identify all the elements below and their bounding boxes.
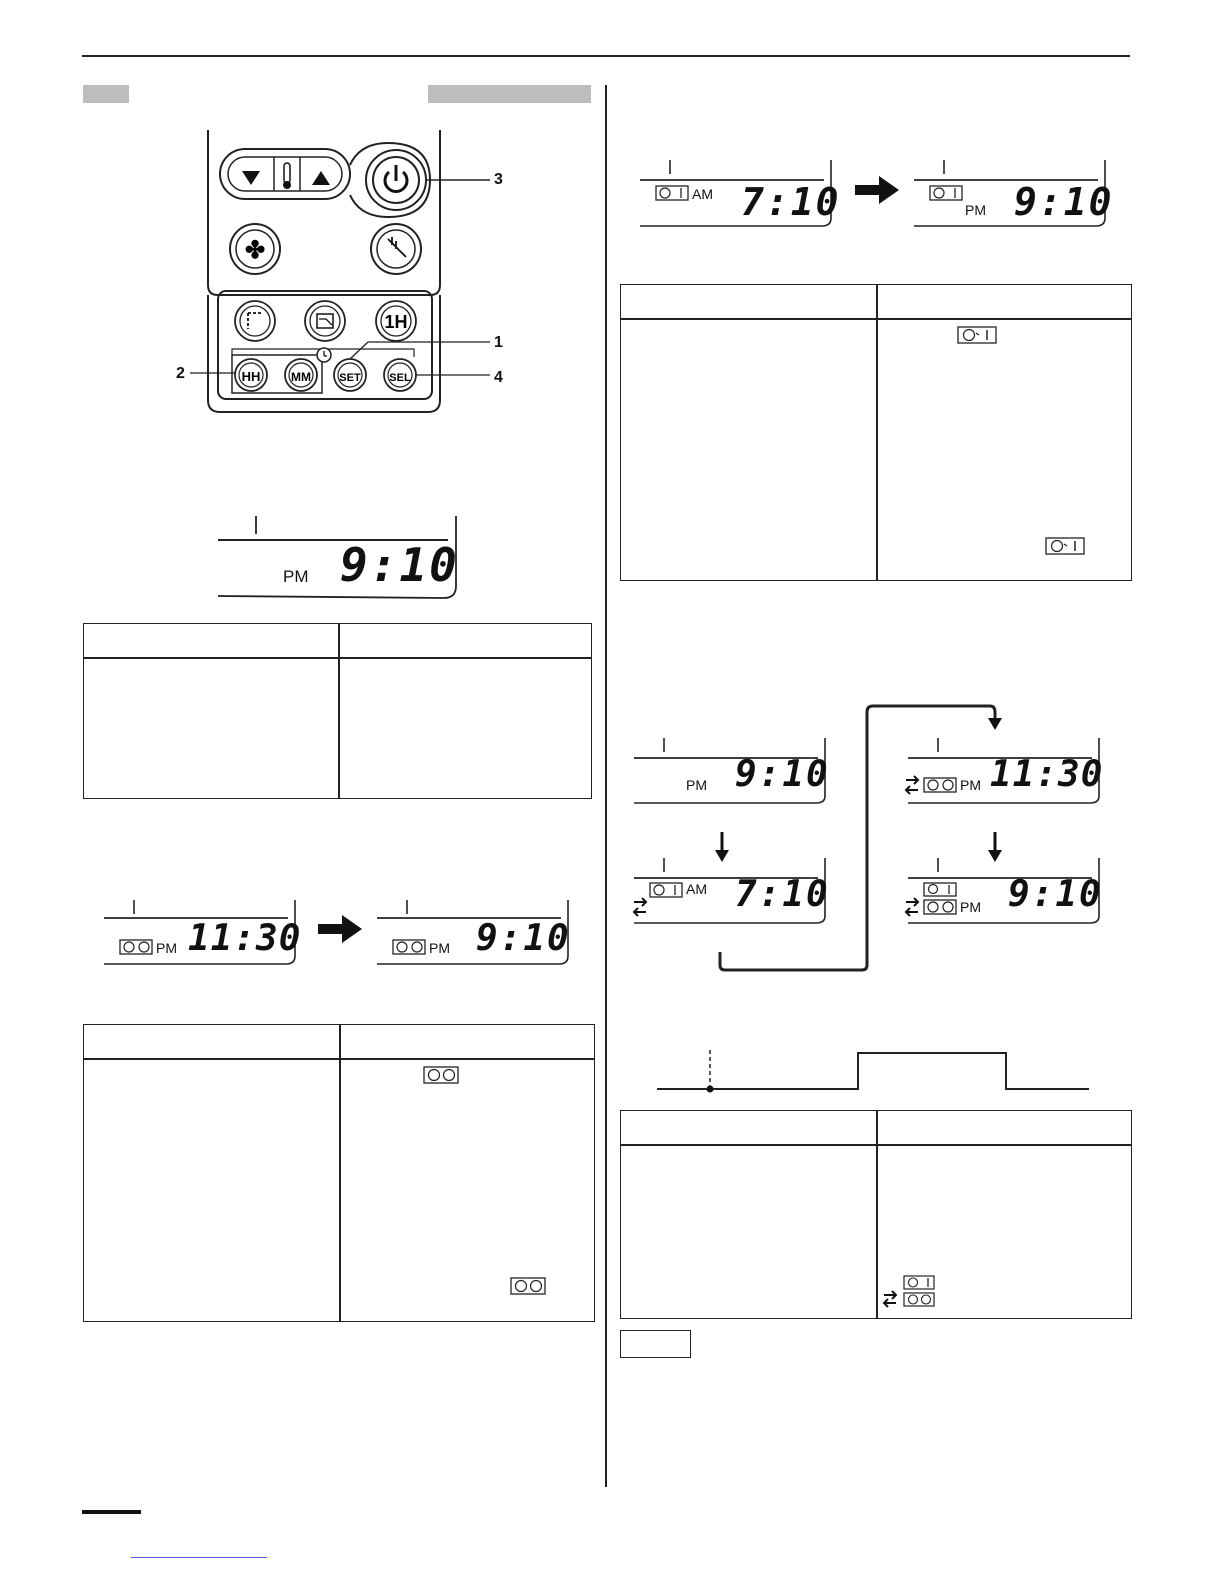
arrow-down-icon [715,850,729,862]
off-timer-icon [924,900,956,914]
arrow-right-icon [318,915,362,943]
lcd-off-after-time: 9:10 [476,918,571,959]
fan-icon: ✤ [244,237,266,264]
lcd-cycle-a-time: 9:10 [735,754,830,795]
repeat-icon [906,776,918,794]
lcd-on-before-ampm: AM [692,186,713,202]
lcd-on-after-ampm: PM [965,202,986,218]
temp-down-icon [242,171,260,185]
off-timer-icon [120,940,152,954]
section-bar-left [83,85,129,103]
thermometer-icon [284,163,290,183]
lcd-cycle-c-ampm: AM [686,881,707,897]
btn-sel-label: SEL [389,372,411,384]
callout-3: 3 [494,171,503,188]
lcd-off-after-ampm: PM [429,940,450,956]
on-timer-icon [650,883,682,897]
timer-waveform-diagram [655,1048,1095,1098]
repeat-icon [884,1291,896,1307]
table-1 [83,623,592,799]
on-timer-icon [1045,537,1085,555]
repeat-icon [906,898,918,916]
mode-icon [248,313,262,329]
note-box [620,1330,691,1358]
lcd-cycle-d-time: 9:10 [1008,874,1103,915]
on-timer-icon [957,326,997,344]
footer-rule [82,1510,141,1514]
btn-hh-label: HH [241,369,261,384]
lcd-cycle-b-ampm: PM [960,777,981,793]
lcd-cycle-a-ampm: PM [686,777,707,793]
lcd-on-before-time: 7:10 [741,180,841,224]
arrow-down-icon [988,850,1002,862]
off-timer-icon [393,940,425,954]
footer-link-line [131,1557,267,1558]
header-rule [82,55,1130,57]
lcd-cycle-c-time: 7:10 [735,874,830,915]
swing-icon [388,237,406,257]
off-timer-icon [510,1277,546,1295]
lcd-main-ampm: PM [283,567,309,586]
remote-control-illustration [160,125,520,420]
repeat-timer-icons [882,1275,936,1309]
lcd-cycle-d-ampm: PM [960,899,981,915]
table-4 [620,1110,1132,1319]
arrow-down-icon [988,718,1002,730]
btn-set-label: SET [339,372,361,384]
off-timer-icon [924,778,956,792]
repeat-icon [634,898,646,916]
callout-2: 2 [176,365,185,382]
lcd-off-before-ampm: PM [156,940,177,956]
lcd-main-time: 9:10 [340,538,459,592]
off-timer-icon [423,1066,459,1084]
section-bar-right [428,85,591,103]
btn-mm-label: MM [291,370,311,384]
callout-1: 1 [494,334,503,351]
btn-1h-label: 1H [384,312,408,332]
sleep-icon [317,314,333,328]
column-divider [605,85,607,1487]
arrow-right-icon [855,176,899,204]
lcd-cycle-b-time: 11:30 [990,754,1104,795]
lcd-on-after-time: 9:10 [1014,180,1114,224]
temp-up-icon [312,171,330,185]
timer-cycle-diagram [630,700,1110,975]
on-timer-icon [930,186,962,200]
lcd-off-before-time: 11:30 [188,918,302,959]
on-timer-icon [656,186,688,200]
callout-4: 4 [494,369,503,386]
